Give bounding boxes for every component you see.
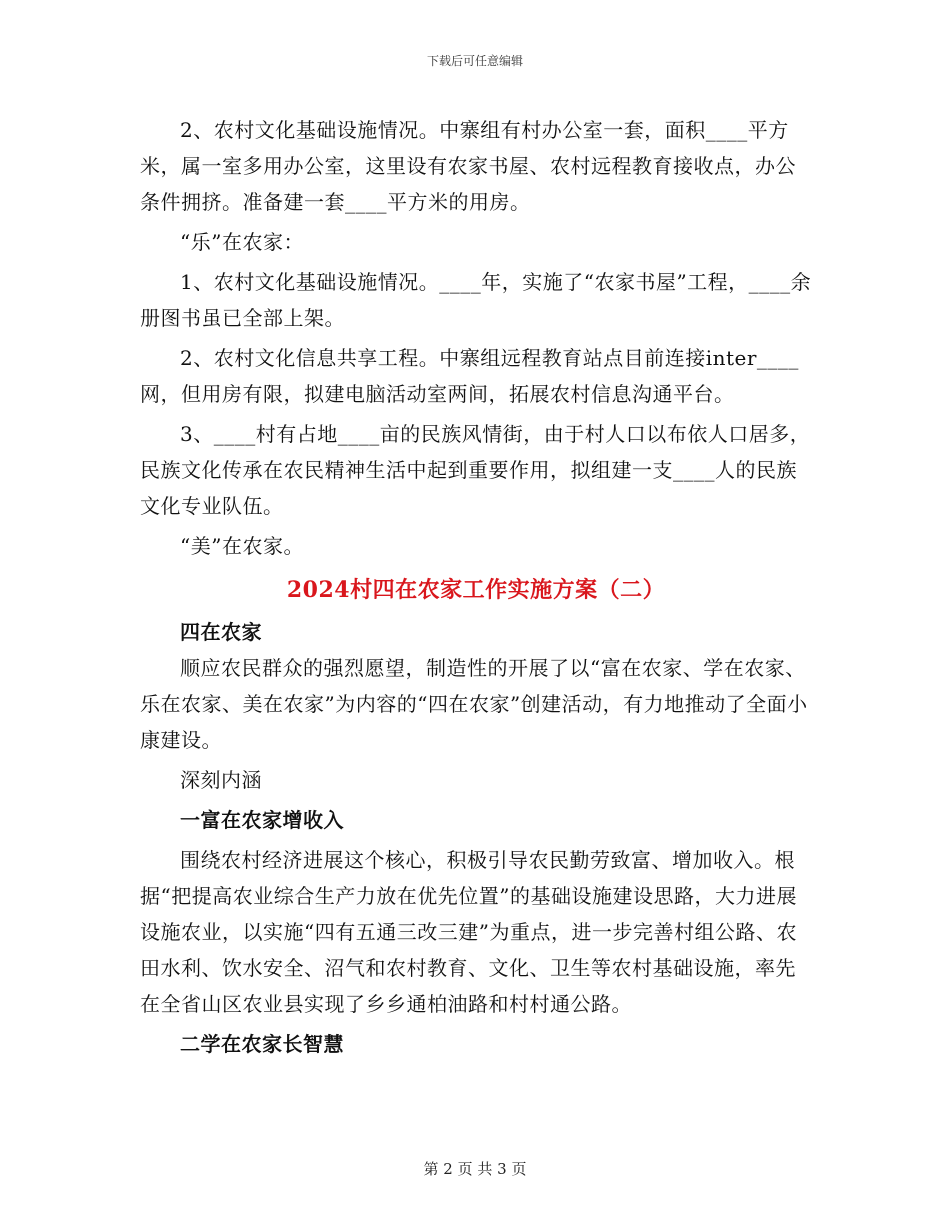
point1-heading: 一富在农家增收入 xyxy=(180,808,344,832)
point1-text: 围绕农村经济进展这个核心，积极引导农民勤劳致富、增加收入。根据“把提高农业综合生产力放在优先位置”的基础设施建设思路，大力进展设施农业，以实施“四有五通三改三建”为重点，进一步完善村组公路、农田水利、饮水安全、沼气和农村教育、文化、卫生等农村基础设施，率先在全省山区农业县实现了乡乡通柏油路和村村通公路。 xyxy=(140,848,797,1016)
section-intro: 顺应农民群众的强烈愿望，制造性的开展了以“富在农家、学在农家、乐在农家、美在农家”为内容的“四在农家”创建活动，有力地推动了全面小康建设。 xyxy=(140,656,808,752)
paragraph-info-sharing: 2、农村文化信息共享工程。中寨组远程教育站点目前连接inter____网，但用房有限，拟建电脑活动室两间，拓展农村信息沟通平台。 xyxy=(140,346,799,406)
paragraph-mei-heading: “美”在农家。 xyxy=(180,534,304,558)
paragraph-infrastructure-office: 2、农村文化基础设施情况。中寨组有村办公室一套，面积____平方米，属一室多用办公室，这里设有农家书屋、农村远程教育接收点，办公条件拥挤。准备建一套____平方米的用房。 xyxy=(140,118,796,214)
point2-heading: 二学在农家长智慧 xyxy=(180,1032,344,1056)
paragraph-le-heading: “乐”在农家： xyxy=(180,230,304,254)
section-title: 2024村四在农家工作实施方案（二） xyxy=(286,577,666,603)
paragraph-ethnic-street: 3、____村有占地____亩的民族风情街，由于村人口以布依人口居多，民族文化传承在农民精神生活中起到重要作用，拟组建一支____人的民族文化专业队伍。 xyxy=(140,422,811,518)
section-subheading: 深刻内涵 xyxy=(180,768,262,792)
page-header: 下载后可任意编辑 xyxy=(426,54,523,68)
document-body xyxy=(140,112,812,1062)
page-footer: 第 2 页 共 3 页 xyxy=(423,1160,527,1178)
section-heading: 四在农家 xyxy=(180,620,262,644)
paragraph-book-house: 1、农村文化基础设施情况。____年，实施了“农家书屋”工程，____余册图书虽已全部上架。 xyxy=(140,270,812,330)
